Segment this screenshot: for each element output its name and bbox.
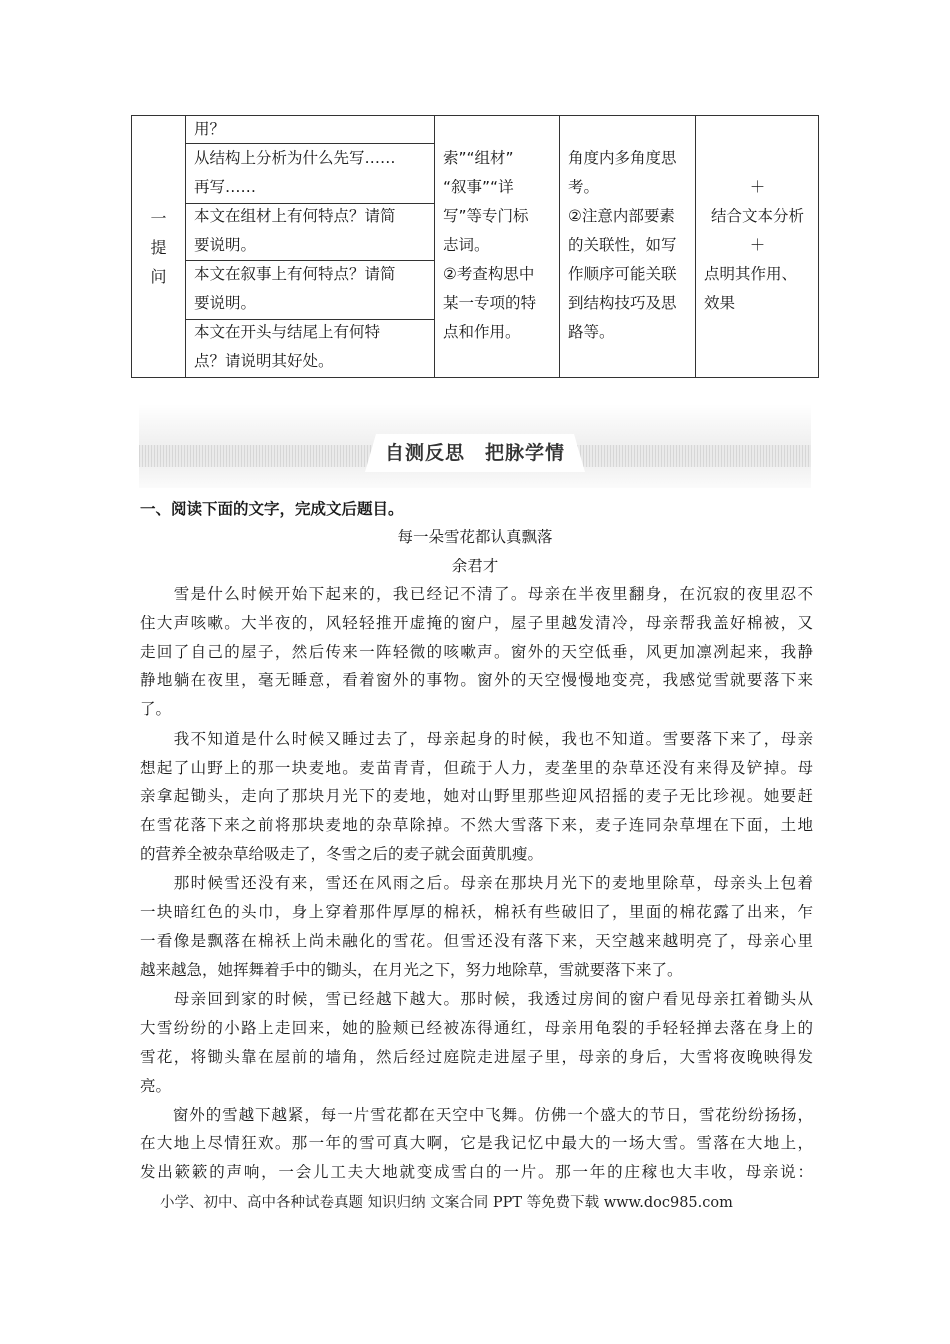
- essay-line: 在雪花落下来之前将那块麦地的杂草除掉。不然大雪落下来，麦子连同杂草埋在下面，土地: [140, 816, 813, 834]
- essay-title: 每一朵雪花都认真飘落: [397, 528, 553, 546]
- essay-line: 的营养全被杂草给吸走了，冬雪之后的麦子就会面黄肌瘦。: [140, 845, 544, 863]
- essay-line: 静地躺在夜里，毫无睡意，看着窗外的事物。窗外的天空慢慢地变亮，我感觉雪就要落下来: [140, 671, 813, 689]
- question-cell: 本文在组材上有何特点？请简 要说明。: [194, 207, 396, 254]
- essay-line: 在大地上尽情狂欢。那一年的雪可真大啊，它是我记忆中最大的一场大雪。雪落在大地上，: [140, 1134, 813, 1152]
- essay-line: 亮。: [140, 1077, 172, 1095]
- essay-line: 亲拿起锄头，走向了那块月光下的麦地，她对山野里那些迎风招摇的麦子无比珍视。她要赶: [140, 787, 813, 805]
- essay-line: 一看像是飘落在棉袄上尚未融化的雪花。但雪还没有落下来，天空越来越明亮了，母亲心里: [140, 932, 813, 950]
- question-cell: 本文在开头与结尾上有何特 点？请说明其好处。: [194, 323, 381, 370]
- answer-format-cell: ＋ 结合文本分析 ＋: [710, 178, 804, 254]
- question-cell: 用？: [194, 120, 226, 138]
- essay-line: 住大声咳嗽。大半夜的，风轻轻推开虚掩的窗户，屋子里越发清冷，母亲帮我盖好棉被，又: [140, 614, 813, 632]
- essay-line: 雪花，将锄头靠在屋前的墙角，然后经过庭院走进屋子里，母亲的身后，大雪将夜晚映得发: [140, 1048, 813, 1066]
- footer-text: 小学、初中、高中各种试卷真题 知识归纳 文案合同 PPT 等免费下载 www.doc985.com: [160, 1195, 733, 1211]
- essay-line: 母亲回到家的时候，雪已经越下越大。那时候，我透过房间的窗户看见母亲扛着锄头从: [140, 990, 813, 1008]
- question-cell: 从结构上分析为什么先写…… 再写……: [194, 149, 396, 196]
- focus-cell: 索”“组材” “叙事”“详 写”等专门标 志词。 ②考查构思中 某一专项的特 点和作用。: [443, 149, 537, 341]
- essay-line: 想起了山野上的那一块麦地。麦苗青青，但疏于人力，麦垄里的杂草还没有来得及铲掉。母: [140, 759, 813, 777]
- answer-format-cell-end: 点明其作用、 效果: [704, 265, 798, 312]
- essay-line: 窗外的雪越下越紧，每一片雪花都在天空中飞舞。仿佛一个盛大的节日，雪花纷纷扬扬，: [140, 1106, 813, 1124]
- essay-line: 越来越急，她挥舞着手中的锄头，在月光之下，努力地除草，雪就要落下来了。: [140, 961, 683, 979]
- banner-title: 自测反思 把脉学情: [384, 442, 565, 464]
- essay-line: 走回了自己的屋子，然后传来一阵轻微的咳嗽声。窗外的天空低垂，风更加凛冽起来，我静: [140, 643, 813, 661]
- thinking-cell: 角度内多角度思 考。 ②注意内部要素 的关联性，如写 作顺序可能关联 到结构技巧及思 路等。: [568, 149, 677, 341]
- essay-line: 一块暗红色的头巾，身上穿着那件厚厚的棉袄，棉袄有些破旧了，里面的棉花露了出来，乍: [140, 903, 813, 921]
- essay-line: 雪是什么时候开始下起来的，我已经记不清了。母亲在半夜里翻身，在沉寂的夜里忍不: [140, 585, 813, 603]
- essay-line: 大雪纷纷的小路上走回来，她的脸颊已经被冻得通红，母亲用龟裂的手轻轻掸去落在身上的: [140, 1019, 813, 1037]
- method-table: [131, 115, 819, 378]
- essay-line: 那时候雪还没有来，雪还在风雨之后。母亲在那块月光下的麦地里除草，母亲头上包着: [140, 874, 813, 892]
- question-cell: 本文在叙事上有何特点？请简 要说明。: [194, 265, 396, 312]
- row-label: 一 提 问: [150, 209, 167, 286]
- essay-line: 我不知道是什么时候又睡过去了，母亲起身的时候，我也不知道。雪要落下来了，母亲: [140, 730, 813, 748]
- section-banner: [139, 404, 811, 488]
- essay-line: 了。: [140, 700, 172, 718]
- question-heading: 一、阅读下面的文字，完成文后题目。: [140, 500, 404, 518]
- essay-line: 发出簌簌的声响，一会儿工夫大地就变成雪白的一片。那一年的庄稼也大丰收，母亲说：: [140, 1163, 813, 1181]
- essay-author: 余君才: [451, 557, 499, 575]
